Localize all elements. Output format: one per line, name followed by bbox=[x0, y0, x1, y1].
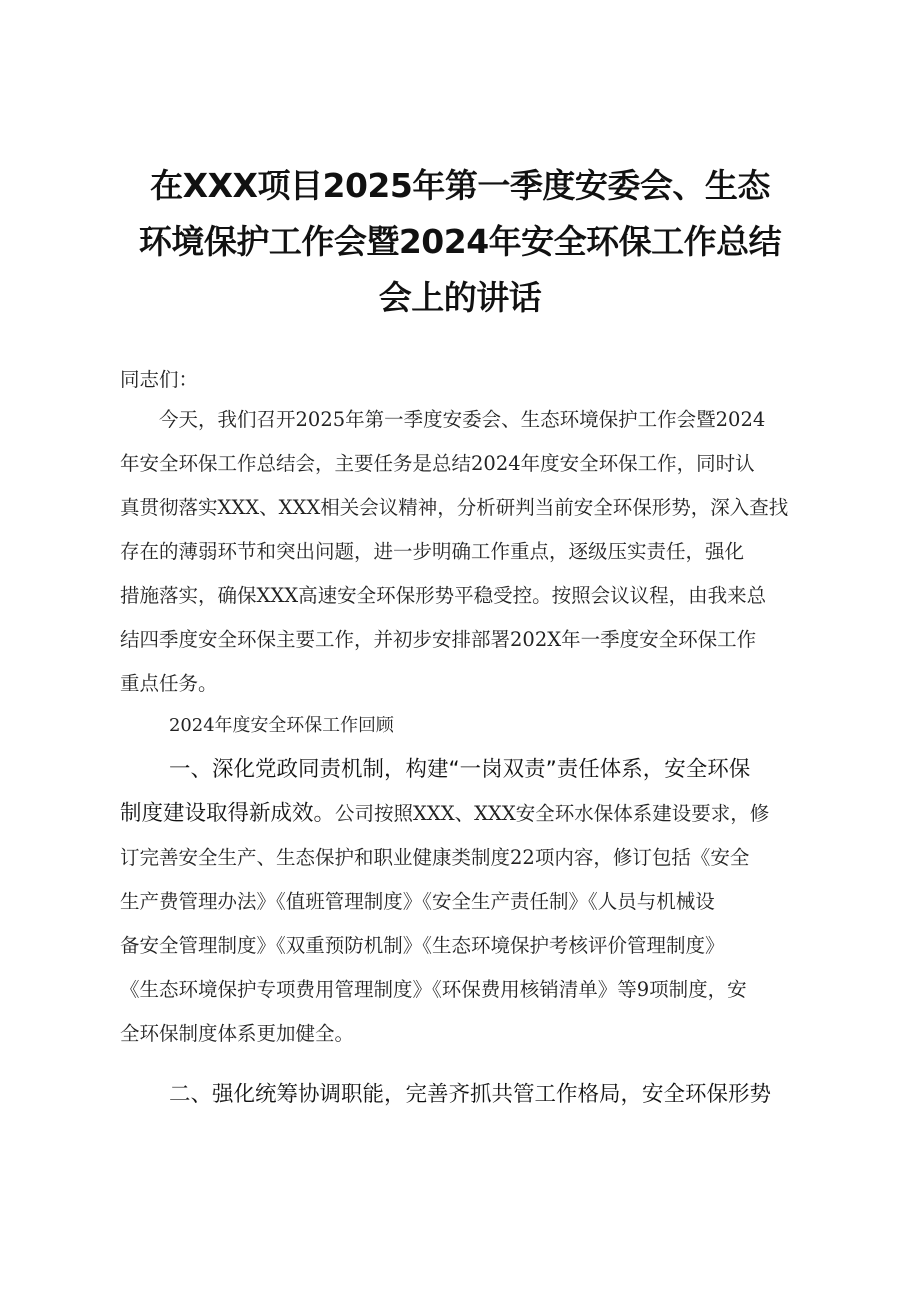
section-1-line: 订完善安全生产、生态保护和职业健康类制度22项内容，修订包括《安全 bbox=[120, 846, 750, 869]
intro-line: 措施落实，确保XXX高速安全环保形势平稳受控。按照会议议程，由我来总 bbox=[120, 584, 767, 607]
section-1-text: 公司按照XXX、XXX安全环水保体系建设要求，修 bbox=[335, 802, 770, 825]
section-2 bbox=[120, 1073, 815, 1117]
salutation: 同志们： bbox=[120, 368, 199, 391]
section-1-line: 备安全管理制度》《双重预防机制》《生态环境保护考核评价管理制度》 bbox=[120, 934, 725, 957]
intro-line: 重点任务。 bbox=[120, 672, 218, 695]
intro-paragraph bbox=[120, 398, 815, 706]
section-1-line: 生产费管理办法》《值班管理制度》《安全生产责任制》《人员与机械设 bbox=[120, 890, 715, 913]
intro-line: 结四季度安全环保主要工作，并初步安排部署202X年一季度安全环保工作 bbox=[120, 628, 757, 651]
intro-line: 真贯彻落实XXX、XXX相关会议精神，分析研判当前安全环保形势，深入查找 bbox=[120, 496, 789, 519]
review-heading: 2024年度安全环保工作回顾 bbox=[169, 715, 394, 736]
title-line-2: 环境保护工作会暨2024年安全环保工作总结 bbox=[138, 222, 782, 261]
document-title bbox=[110, 158, 810, 326]
title-line-1: 在XXX项目2025年第一季度安委会、生态 bbox=[150, 166, 770, 205]
section-2-heading: 二、强化统筹协调职能，完善齐抓共管工作格局，安全环保形势 bbox=[169, 1082, 772, 1107]
intro-line: 今天，我们召开2025年第一季度安委会、生态环境保护工作会暨2024 bbox=[159, 408, 766, 431]
section-1-line bbox=[120, 792, 815, 836]
section-1-heading-cont: 制度建设取得新成效。 bbox=[120, 801, 336, 826]
section-1 bbox=[120, 748, 815, 1056]
intro-line: 年安全环保工作总结会，主要任务是总结2024年度安全环保工作，同时认 bbox=[120, 452, 755, 475]
section-1-line: 《生态环境保护专项费用管理制度》《环保费用核销清单》等9项制度，安 bbox=[120, 978, 747, 1001]
section-1-line: 全环保制度体系更加健全。 bbox=[120, 1022, 355, 1045]
intro-line: 存在的薄弱环节和突出问题，进一步明确工作重点，逐级压实责任，强化 bbox=[120, 540, 745, 563]
section-1-heading: 一、深化党政同责机制，构建“一岗双责”责任体系，安全环保 bbox=[169, 757, 751, 782]
title-line-3: 会上的讲话 bbox=[378, 278, 542, 317]
